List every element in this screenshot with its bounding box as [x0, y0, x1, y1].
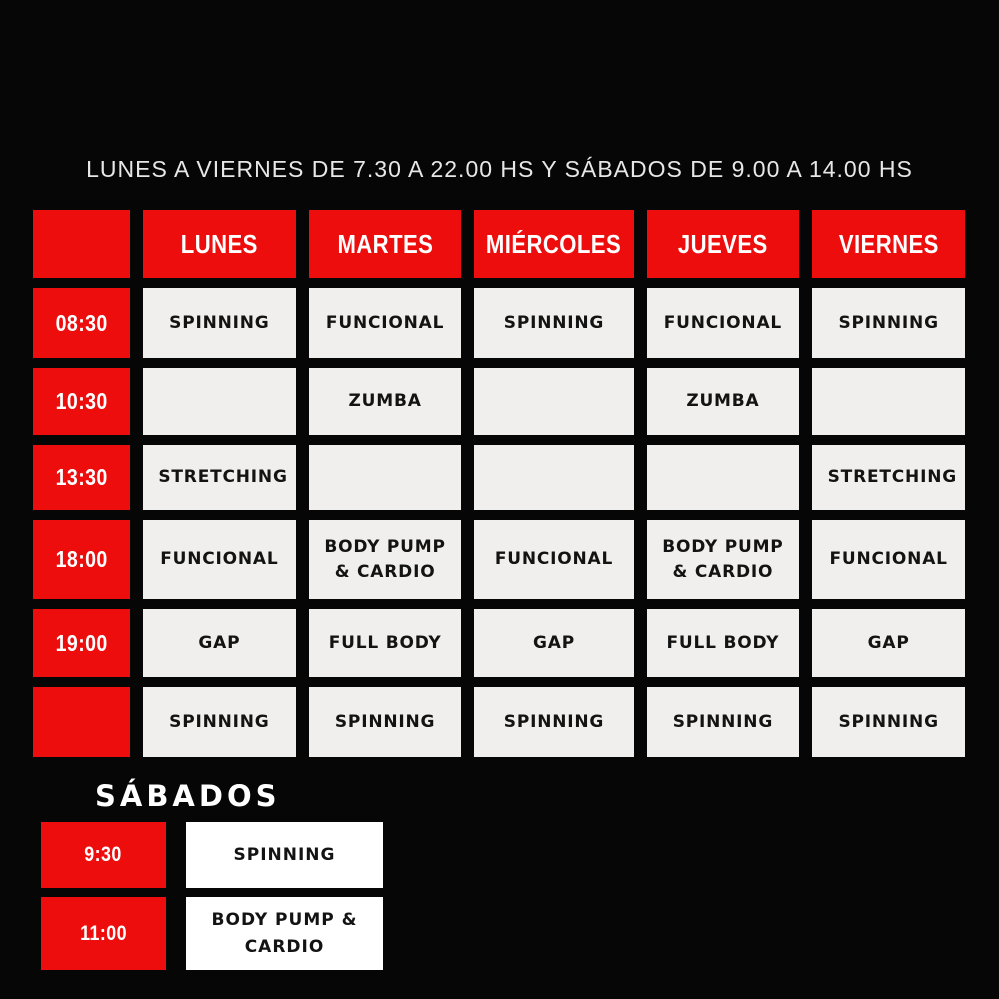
class-cell: [143, 609, 296, 677]
saturday-class-cell: [186, 897, 383, 970]
class-label: BODY PUMP & CARDIO: [324, 536, 446, 582]
class-label: SPINNING: [672, 711, 774, 732]
class-cell-empty: [812, 368, 965, 435]
class-cell: [474, 687, 633, 757]
class-cell: [309, 368, 462, 435]
class-cell: [309, 288, 462, 358]
day-header-martes: [309, 210, 462, 278]
class-label: FUNCIONAL: [160, 549, 279, 570]
class-label: FUNCIONAL: [494, 549, 614, 570]
saturday-time-cell-1100: [41, 897, 166, 970]
class-cell: [143, 445, 296, 510]
class-label: SPINNING: [169, 711, 270, 732]
time-label: 13:30: [55, 464, 108, 490]
class-cell: [812, 520, 965, 599]
class-label: FUNCIONAL: [325, 312, 445, 333]
day-header-viernes: [812, 210, 965, 278]
class-cell-empty: [474, 445, 633, 510]
day-header-label: MARTES: [337, 228, 434, 259]
opening-hours-line: LUNES A VIERNES DE 7.30 A 22.00 HS Y SÁBADOS DE 9.00 A 14.00 HS: [86, 156, 913, 182]
time-cell-1030: [33, 368, 130, 435]
class-label: SPINNING: [503, 312, 605, 333]
class-label: SPINNING: [233, 844, 336, 865]
day-header-lunes: [143, 210, 296, 278]
corner-cell: [33, 210, 130, 278]
class-label: SPINNING: [503, 711, 605, 732]
class-label: BODY PUMP & CARDIO: [662, 536, 784, 582]
class-label: BODY PUMP & CARDIO: [211, 910, 358, 957]
class-label: FUNCIONAL: [829, 549, 948, 570]
time-label: 11:00: [80, 921, 127, 945]
saturday-schedule-table: [41, 822, 383, 970]
class-label: FUNCIONAL: [663, 312, 783, 333]
class-cell-empty: [647, 445, 800, 510]
day-header-label: JUEVES: [678, 228, 768, 259]
day-header-label: VIERNES: [838, 228, 939, 259]
time-cell-empty: [33, 687, 130, 757]
class-label: GAP: [198, 632, 241, 653]
class-cell: [647, 368, 800, 435]
class-cell-empty: [143, 368, 296, 435]
class-label: GAP: [867, 632, 910, 653]
class-label: FULL BODY: [666, 632, 780, 653]
class-cell: [143, 288, 296, 358]
class-cell: [474, 609, 633, 677]
day-header-miercoles: [474, 210, 633, 278]
class-cell: [474, 288, 633, 358]
weekday-schedule-table: [33, 210, 965, 757]
class-cell: [812, 609, 965, 677]
class-cell: [812, 687, 965, 757]
class-label: FULL BODY: [328, 632, 442, 653]
class-cell: [143, 687, 296, 757]
class-label: SPINNING: [838, 312, 939, 333]
class-cell: [647, 288, 800, 358]
time-cell-0830: [33, 288, 130, 358]
time-cell-1900: [33, 609, 130, 677]
day-header-jueves: [647, 210, 800, 278]
class-cell: [647, 520, 800, 599]
class-cell: [812, 288, 965, 358]
class-cell-empty: [474, 368, 633, 435]
day-header-label: LUNES: [180, 228, 258, 259]
class-cell: [309, 520, 462, 599]
saturday-section-title: SÁBADOS: [95, 779, 281, 813]
time-cell-1800: [33, 520, 130, 599]
time-label: 18:00: [55, 546, 108, 572]
class-cell: [647, 687, 800, 757]
time-label: 10:30: [55, 388, 108, 414]
class-cell: [474, 520, 633, 599]
class-cell-empty: [309, 445, 462, 510]
class-label: SPINNING: [838, 711, 939, 732]
time-label: 9:30: [84, 843, 123, 866]
class-cell: [309, 687, 462, 757]
time-cell-1330: [33, 445, 130, 510]
time-label: 08:30: [55, 309, 108, 336]
class-label: ZUMBA: [686, 391, 760, 412]
class-cell: [812, 445, 965, 510]
day-header-label: MIÉRCOLES: [486, 228, 622, 259]
class-cell: [309, 609, 462, 677]
time-label: 19:00: [55, 629, 108, 656]
class-label: SPINNING: [334, 711, 436, 732]
saturday-class-cell: [186, 822, 383, 888]
class-cell: [647, 609, 800, 677]
class-cell: [143, 520, 296, 599]
class-label: STRETCHING: [158, 467, 288, 488]
saturday-time-cell-930: [41, 822, 166, 888]
class-label: ZUMBA: [348, 391, 422, 412]
class-label: GAP: [533, 632, 575, 653]
class-label: SPINNING: [169, 312, 270, 333]
class-label: STRETCHING: [827, 467, 957, 488]
